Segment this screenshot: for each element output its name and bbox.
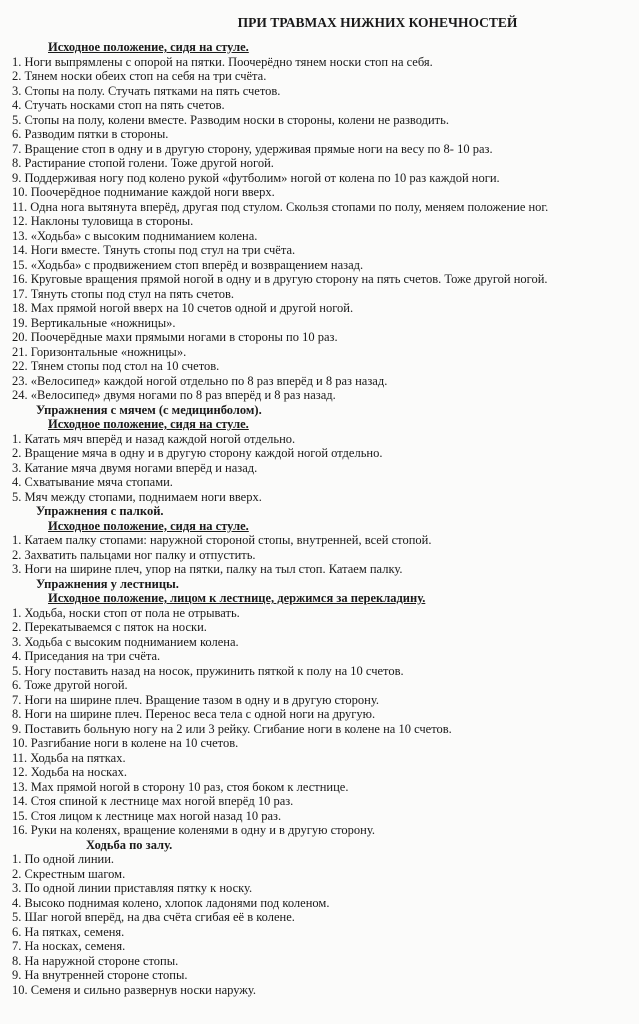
exercise-item: 1. Катать мяч вперёд и назад каждой ногой отдельно. bbox=[12, 431, 296, 446]
section-heading: Упражнения у лестницы. bbox=[36, 576, 179, 591]
exercise-item: 18. Мах прямой ногой вверх на 10 счетов одной и другой ногой. bbox=[12, 301, 354, 315]
exercise-item: 14. Ноги вместе. Тянуть стопы под стул на три счёта. bbox=[12, 243, 296, 257]
exercise-item: 6. На пятках, семеня. bbox=[12, 924, 125, 939]
exercise-item: 8. На наружной стороне стопы. bbox=[12, 953, 179, 968]
exercise-list bbox=[12, 606, 633, 838]
section-starting-position: Исходное положение, сидя на стуле. bbox=[48, 518, 249, 533]
exercise-item: 12. Наклоны туловища в стороны. bbox=[12, 214, 194, 228]
exercise-sections bbox=[12, 40, 633, 997]
exercise-item: 3. Катание мяча двумя ногами вперёд и назад. bbox=[12, 460, 258, 475]
exercise-item: 13. «Ходьба» с высоким подниманием колена. bbox=[12, 228, 258, 243]
section-starting-position: Исходное положение, сидя на стуле. bbox=[48, 40, 249, 54]
exercise-item: 24. «Велосипед» двумя ногами по 8 раз вперёд и 8 раз назад. bbox=[12, 388, 336, 402]
exercise-item: 2. Тянем носки обеих стоп на себя на три счёта. bbox=[12, 69, 267, 83]
exercise-item: 15. Стоя лицом к лестнице мах ногой назад 10 раз. bbox=[12, 808, 282, 823]
exercise-item: 2. Скрестным шагом. bbox=[12, 866, 126, 881]
exercise-item: 3. Стопы на полу. Стучать пятками на пять счетов. bbox=[12, 83, 281, 98]
exercise-item: 6. Разводим пятки в стороны. bbox=[12, 127, 169, 141]
exercise-item: 9. На внутренней стороне стопы. bbox=[12, 968, 188, 982]
exercise-item: 10. Семеня и сильно развернув носки наружу. bbox=[12, 982, 257, 997]
exercise-item: 23. «Велосипед» каждой ногой отдельно по 8 раз вперёд и 8 раз назад. bbox=[12, 373, 388, 388]
exercise-list bbox=[12, 852, 633, 997]
section-heading: Ходьба по залу. bbox=[86, 837, 173, 852]
exercise-item: 8. Растирание стопой голени. Тоже другой ногой. bbox=[12, 156, 274, 170]
section-starting-position: Исходное положение, лицом к лестнице, держимся за перекладину. bbox=[48, 591, 426, 605]
exercise-item: 22. Тянем стопы под стол на 10 счетов. bbox=[12, 359, 220, 373]
exercise-item: 14. Стоя спиной к лестнице мах ногой вперёд 10 раз. bbox=[12, 794, 294, 808]
exercise-item: 7. Вращение стоп в одну и в другую сторону, удерживая прямые ноги на весу по 8- 10 раз. bbox=[12, 141, 493, 156]
section-heading: Упражнения с палкой. bbox=[36, 504, 164, 518]
exercise-list bbox=[12, 55, 633, 403]
exercise-item: 21. Горизонтальные «ножницы». bbox=[12, 344, 187, 359]
exercise-item: 2. Вращение мяча в одну и в другую сторону каждой ногой отдельно. bbox=[12, 446, 383, 460]
exercise-item: 16. Круговые вращения прямой ногой в одну и в другую сторону на пять счетов. Тоже другой ногой. bbox=[12, 272, 548, 286]
exercise-item: 4. Приседания на три счёта. bbox=[12, 649, 161, 663]
exercise-item: 20. Поочерёдные махи прямыми ногами в стороны по 10 раз. bbox=[12, 330, 338, 344]
exercise-item: 3. Ходьба с высоким подниманием колена. bbox=[12, 634, 239, 649]
exercise-item: 1. Ходьба, носки стоп от пола не отрывать. bbox=[12, 605, 240, 620]
exercise-item: 9. Поддерживая ногу под колено рукой «футболим» ногой от колена по 10 раз каждой ноги. bbox=[12, 170, 500, 185]
section-starting-position: Исходное положение, сидя на стуле. bbox=[48, 417, 249, 431]
exercise-item: 11. Ходьба на пятках. bbox=[12, 750, 126, 765]
exercise-list bbox=[12, 533, 633, 577]
exercise-list bbox=[12, 432, 633, 505]
exercise-section bbox=[12, 40, 633, 403]
exercise-item: 12. Ходьба на носках. bbox=[12, 765, 127, 779]
exercise-item: 16. Руки на коленях, вращение коленями в одну и в другую сторону. bbox=[12, 823, 375, 837]
exercise-item: 3. Ноги на ширине плеч, упор на пятки, палку на тыл стоп. Катаем палку. bbox=[12, 562, 403, 576]
exercise-item: 1. Катаем палку стопами: наружной стороной стопы, внутренней, всей стопой. bbox=[12, 533, 432, 547]
exercise-item: 1. Ноги выпрямлены с опорой на пятки. Поочерёдно тянем носки стоп на себя. bbox=[12, 54, 433, 69]
exercise-item: 11. Одна нога вытянута вперёд, другая под стулом. Скользя стопами по полу, меняем положение ног. bbox=[12, 199, 549, 214]
exercise-item: 1. По одной линии. bbox=[12, 852, 115, 866]
exercise-item: 5. Шаг ногой вперёд, на два счёта сгибая её в колене. bbox=[12, 910, 295, 924]
exercise-section bbox=[12, 403, 633, 505]
exercise-item: 5. Мяч между стопами, поднимаем ноги вверх. bbox=[12, 489, 262, 504]
exercise-item: 6. Тоже другой ногой. bbox=[12, 678, 128, 692]
exercise-item: 13. Мах прямой ногой в сторону 10 раз, стоя боком к лестнице. bbox=[12, 779, 349, 794]
exercise-item: 15. «Ходьба» с продвижением стоп вперёд и возвращением назад. bbox=[12, 257, 364, 272]
exercise-item: 19. Вертикальные «ножницы». bbox=[12, 315, 176, 330]
exercise-item: 4. Стучать носками стоп на пять счетов. bbox=[12, 98, 225, 112]
exercise-item: 3. По одной линии приставляя пятку к носку. bbox=[12, 881, 253, 895]
exercise-item: 5. Стопы на полу, колени вместе. Разводим носки в стороны, колени не разводить. bbox=[12, 112, 449, 127]
exercise-section bbox=[12, 838, 633, 998]
exercise-item: 17. Тянуть стопы под стул на пять счетов. bbox=[12, 286, 234, 301]
exercise-item: 9. Поставить больную ногу на 2 или 3 рейку. Сгибание ноги в колене на 10 счетов. bbox=[12, 721, 452, 736]
exercise-item: 4. Высоко поднимая колено, хлопок ладонями под коленом. bbox=[12, 895, 330, 910]
exercise-section bbox=[12, 504, 633, 577]
exercise-item: 2. Захватить пальцами ног палку и отпустить. bbox=[12, 547, 256, 562]
exercise-item: 10. Разгибание ноги в колене на 10 счетов. bbox=[12, 736, 239, 750]
page-title: ПРИ ТРАВМАХ НИЖНИХ КОНЕЧНОСТЕЙ bbox=[237, 15, 518, 30]
exercise-item: 2. Перекатываемся с пяток на носки. bbox=[12, 620, 207, 634]
exercise-item: 10. Поочерёдное поднимание каждой ноги вверх. bbox=[12, 185, 275, 199]
exercise-item: 7. На носках, семеня. bbox=[12, 939, 126, 953]
exercise-item: 5. Ногу поставить назад на носок, пружинить пяткой к полу на 10 счетов. bbox=[12, 663, 404, 678]
exercise-section bbox=[12, 577, 633, 838]
exercise-item: 8. Ноги на ширине плеч. Перенос веса тела с одной ноги на другую. bbox=[12, 707, 376, 721]
exercise-item: 4. Схватывание мяча стопами. bbox=[12, 475, 173, 489]
section-heading: Упражнения с мячем (с медицинболом). bbox=[36, 402, 262, 417]
exercise-item: 7. Ноги на ширине плеч. Вращение тазом в одну и в другую сторону. bbox=[12, 692, 379, 707]
